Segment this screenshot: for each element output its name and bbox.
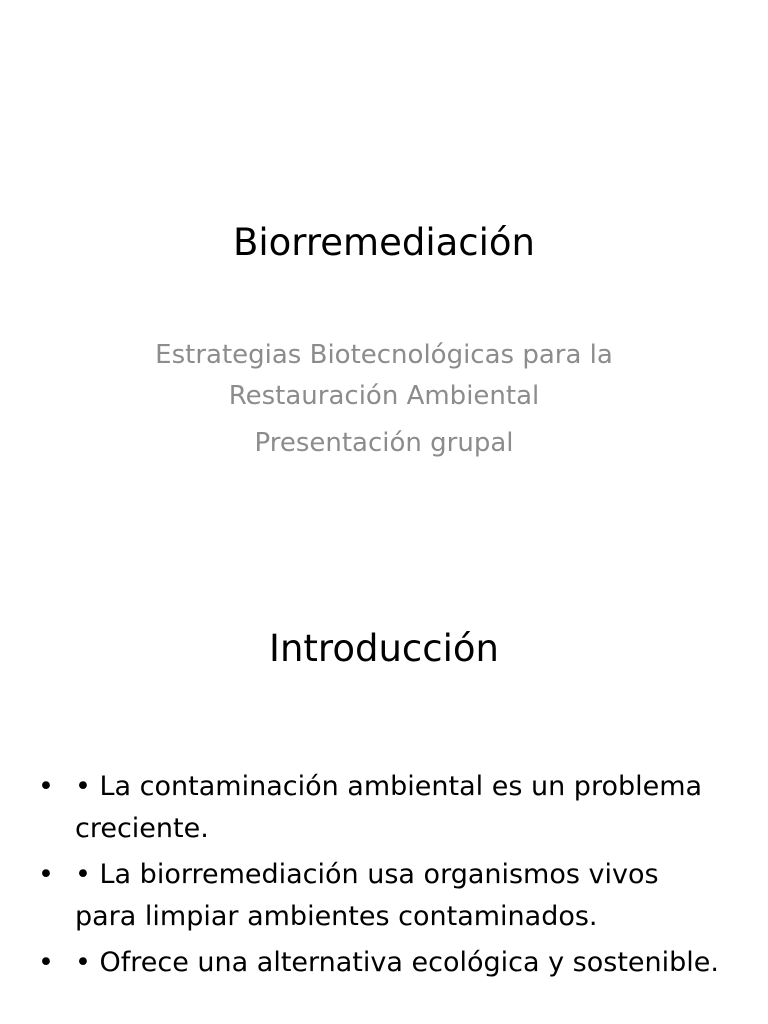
bullet-item (38, 942, 728, 984)
bullet-item (38, 766, 728, 850)
bullet-list (38, 766, 728, 988)
bullet-marker: • (38, 947, 54, 978)
bullet-marker: • (38, 771, 54, 802)
introduction-slide (0, 576, 768, 1024)
bullet-text: • La contaminación ambiental es un problema creciente. (75, 771, 703, 844)
slide-title: Biorremediación (233, 221, 535, 264)
slide-heading: Introducción (269, 627, 499, 670)
slide-subtitle (110, 335, 658, 464)
bullet-marker: • (38, 859, 54, 890)
bullet-item (38, 854, 728, 938)
subtitle-line: Estrategias Biotecnológicas para la Restauración Ambiental (155, 340, 613, 411)
bullet-text: • La biorremediación usa organismos vivos para limpiar ambientes contaminados. (75, 859, 659, 932)
subtitle-line: Presentación grupal (254, 428, 514, 458)
bullet-text: • Ofrece una alternativa ecológica y sostenible. (75, 947, 719, 978)
